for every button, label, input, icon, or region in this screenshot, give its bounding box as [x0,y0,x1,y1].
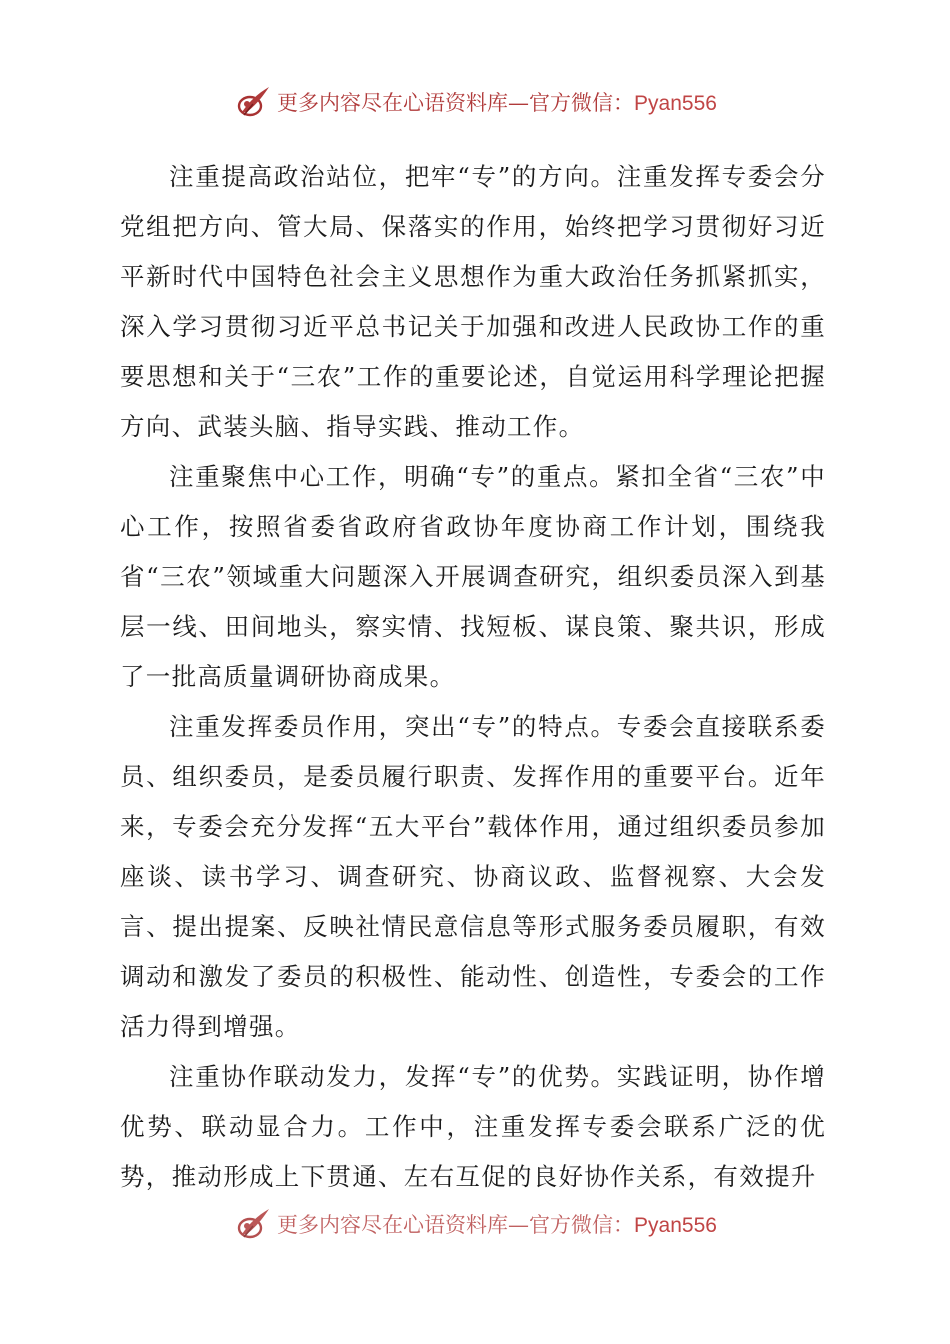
paragraph-1: 注重提高政治站位，把牢“专”的方向。注重发挥专委会分党组把方向、管大局、保落实的作用，始终把学习贯彻好习近平新时代中国特色社会主义思想作为重大政治任务抓紧抓实，深入学习贯彻习近平总书记关于加强和改进人民政协工作的重要思想和关于“三农”工作的重要论述，自觉运用科学理论把握方向、武装头脑、指导实践、推动工作。 [120,162,826,441]
quill-logo-icon [233,1204,273,1244]
footer-banner-text: 更多内容尽在心语资料库—官方微信：Pyan556 [277,1213,717,1237]
header-banner [0,82,950,122]
paragraph-3: 注重发挥委员作用，突出“专”的特点。专委会直接联系委员、组织委员，是委员履行职责、发挥作用的重要平台。近年来，专委会充分发挥“五大平台”载体作用，通过组织委员参加座谈、读书学习、调查研究、协商议政、监督视察、大会发言、提出提案、反映社情民意信息等形式服务委员履职，有效调动和激发了委员的积极性、能动性、创造性，专委会的工作活力得到增强。 [120,712,826,1041]
document-body [120,152,826,1202]
quill-logo-icon [233,82,273,122]
header-banner-text: 更多内容尽在心语资料库—官方微信：Pyan556 [277,91,717,115]
paragraph-2: 注重聚焦中心工作，明确“专”的重点。紧扣全省“三农”中心工作，按照省委省政府省政协年度协商工作计划，围绕我省“三农”领域重大问题深入开展调查研究，组织委员深入到基层一线、田间地头，察实情、找短板、谋良策、聚共识，形成了一批高质量调研协商成果。 [120,462,826,691]
footer-banner [0,1204,950,1244]
wechat-id: Pyan556 [634,92,717,115]
paragraph-4: 注重协作联动发力，发挥“专”的优势。实践证明，协作增优势、联动显合力。工作中，注重发挥专委会联系广泛的优势，推动形成上下贯通、左右互促的良好协作关系，有效提升 [120,1062,826,1191]
wechat-id: Pyan556 [634,1214,717,1237]
